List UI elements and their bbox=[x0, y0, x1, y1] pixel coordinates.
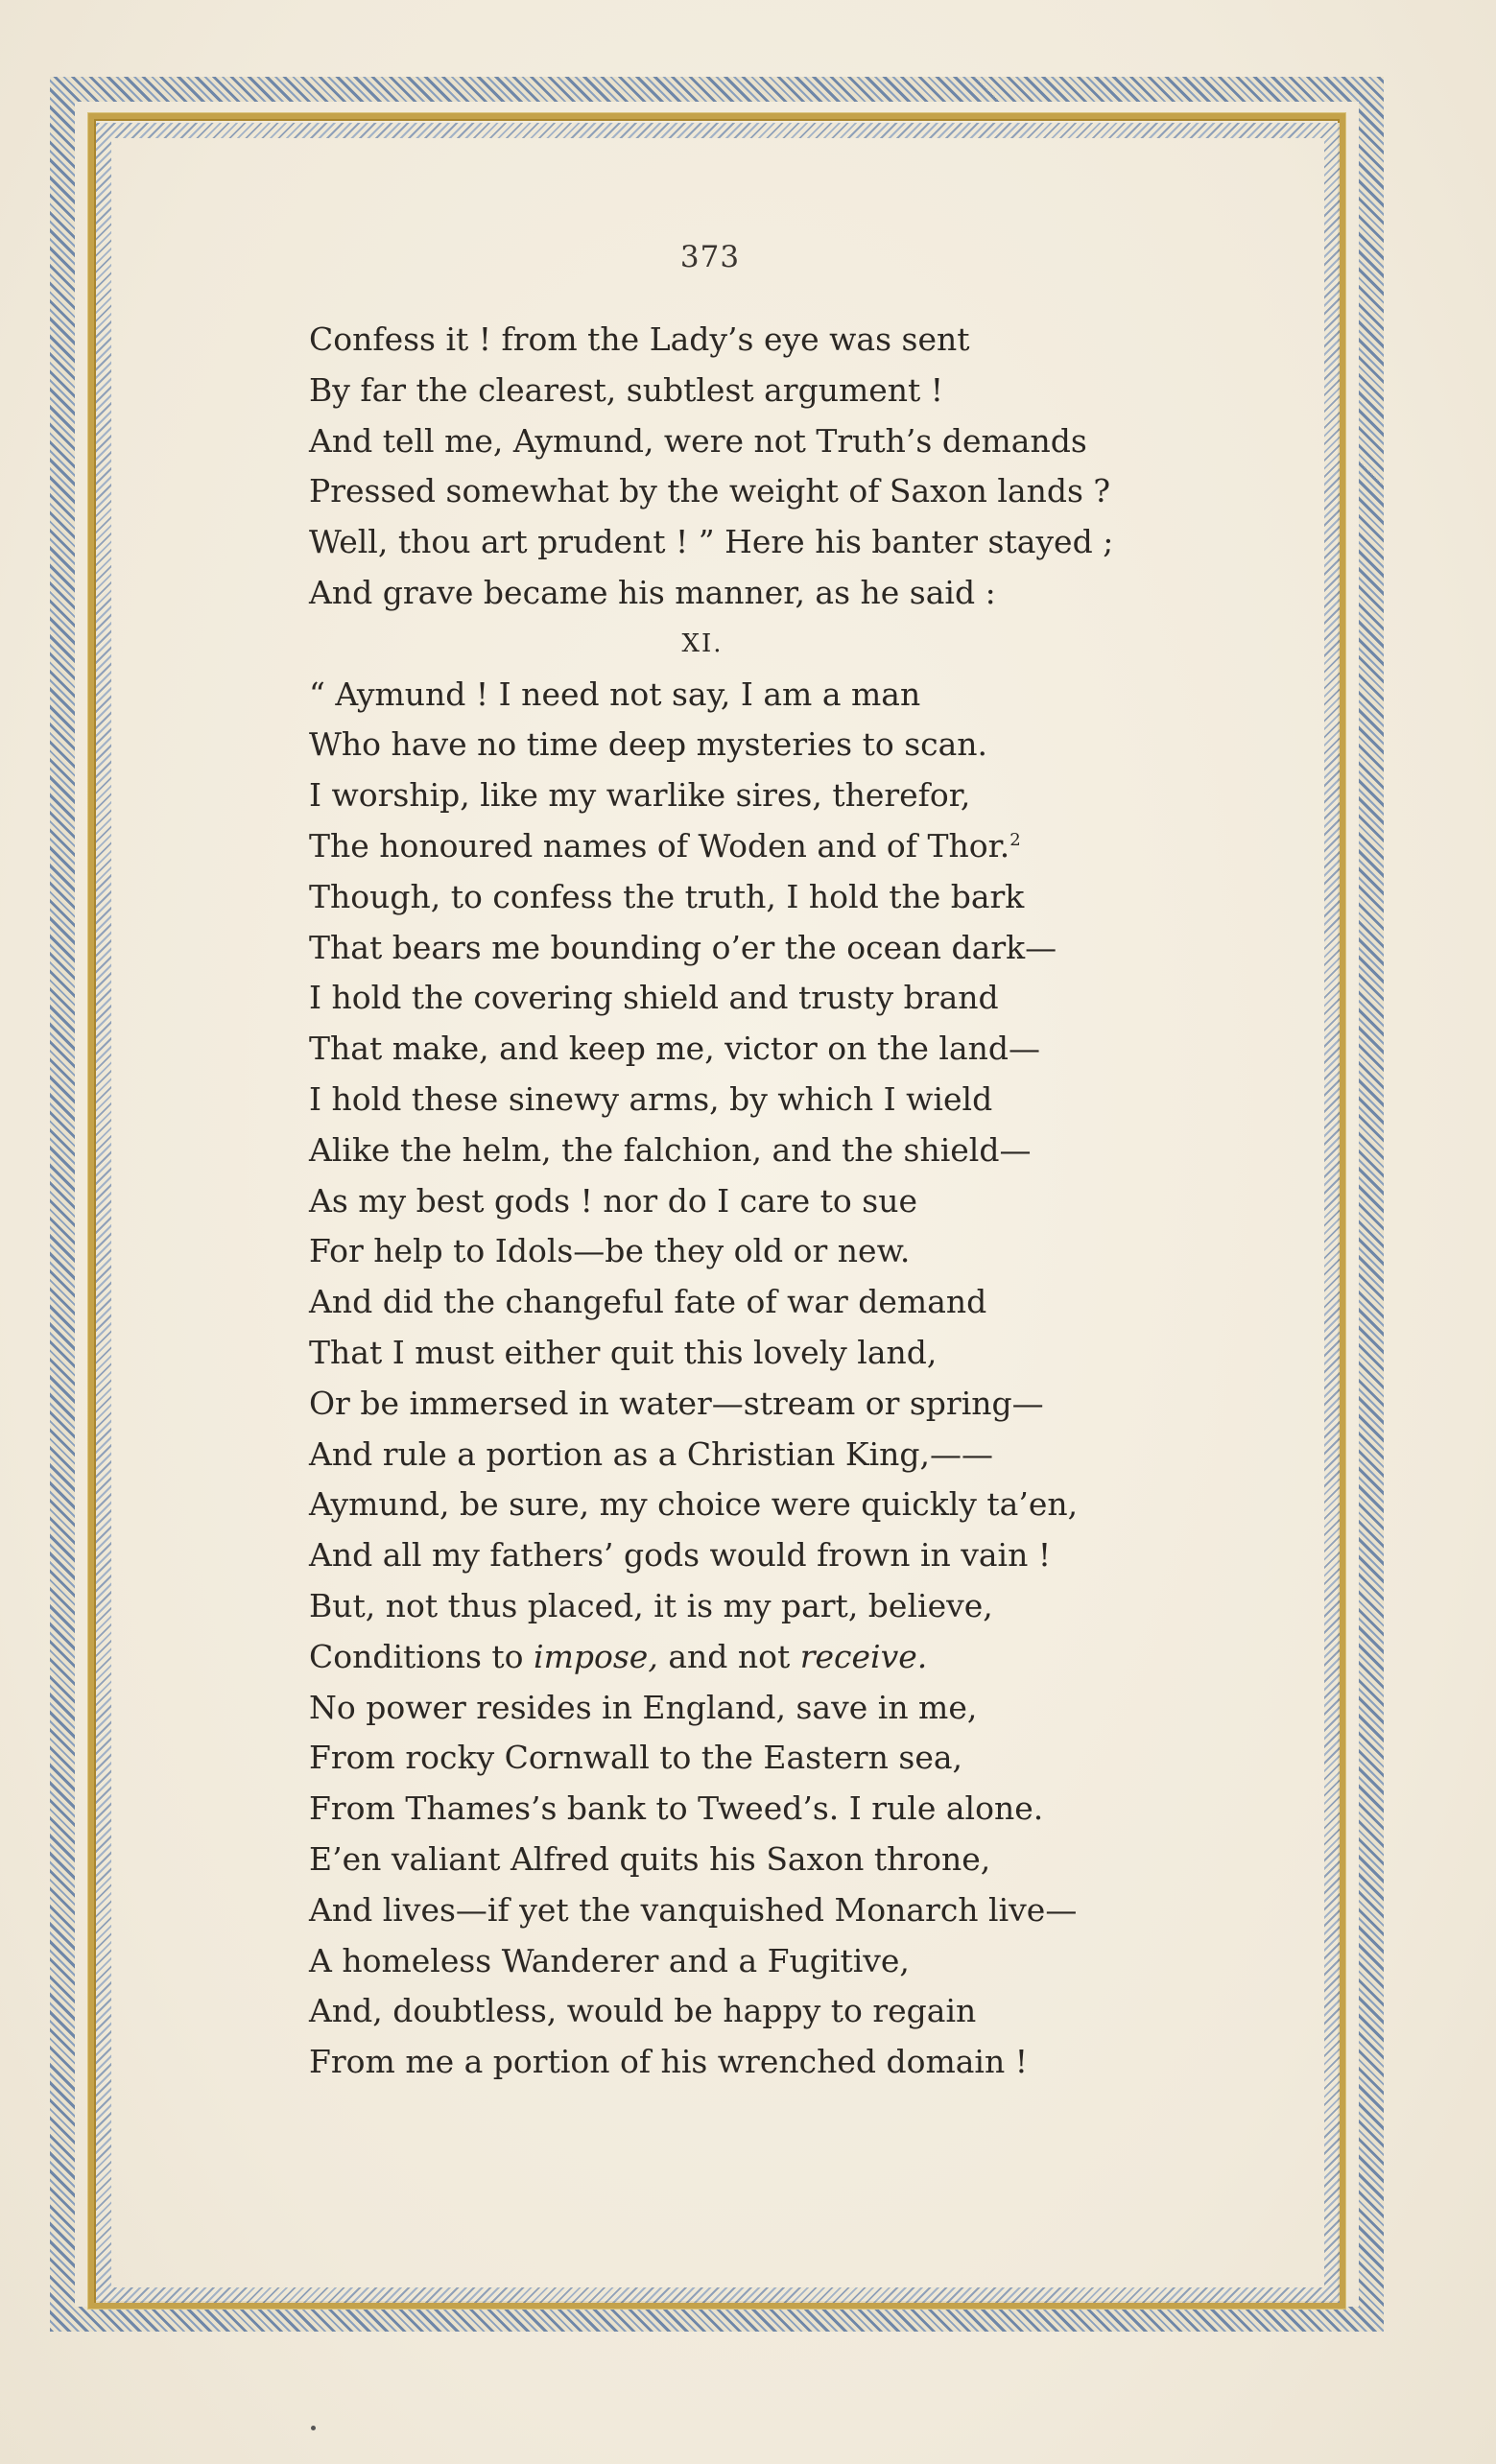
verse-line: That bears me bounding o’er the ocean dark— bbox=[309, 928, 1057, 966]
verse-line: “ Aymund ! I need not say, I am a man bbox=[309, 675, 921, 713]
verse-line: Aymund, be sure, my choice were quickly ta’en, bbox=[309, 1485, 1079, 1524]
page-number: 373 bbox=[679, 240, 741, 274]
verse-line: Who have no time deep mysteries to scan. bbox=[309, 725, 988, 764]
verse-line: And lives—if yet the vanquished Monarch live— bbox=[309, 1890, 1078, 1929]
verse-line: I hold these sinewy arms, by which I wield bbox=[309, 1079, 993, 1118]
verse-line: That make, and keep me, victor on the land— bbox=[309, 1030, 1040, 1068]
verse-line: And grave became his manner, as he said : bbox=[309, 573, 996, 611]
section-heading: XI. bbox=[681, 628, 724, 658]
verse-line: For help to Idols—be they old or new. bbox=[309, 1232, 911, 1270]
verse-line: And all my fathers’ gods would frown in vain ! bbox=[309, 1536, 1052, 1575]
verse-text: and not bbox=[657, 1637, 800, 1675]
verse-line: I hold the covering shield and trusty brand bbox=[309, 979, 999, 1017]
verse-line: As my best gods ! nor do I care to sue bbox=[309, 1181, 917, 1220]
verse-line: And rule a portion as a Christian King,—— bbox=[309, 1434, 993, 1473]
verse-line: Pressed somewhat by the weight of Saxon lands ? bbox=[309, 472, 1111, 510]
verse-line: E’en valiant Alfred quits his Saxon throne, bbox=[309, 1839, 991, 1878]
italic-word-impose: impose, bbox=[534, 1637, 658, 1675]
italic-word-receive: receive. bbox=[799, 1637, 928, 1675]
verse-line: A homeless Wanderer and a Fugitive, bbox=[309, 1941, 910, 1979]
verse-line: From rocky Cornwall to the Eastern sea, bbox=[309, 1739, 963, 1777]
verse-line-with-italics bbox=[309, 1632, 1173, 1683]
ink-speck bbox=[311, 2426, 316, 2430]
verse-line: Well, thou art prudent ! ” Here his banter stayed ; bbox=[309, 523, 1114, 561]
verse-line-with-footnote bbox=[309, 821, 1173, 872]
verse-line: Or be immersed in water—stream or spring— bbox=[309, 1384, 1044, 1422]
verse-line: Alike the helm, the falchion, and the shield— bbox=[309, 1130, 1032, 1169]
verse-line: From Thames’s bank to Tweed’s. I rule alone. bbox=[309, 1789, 1044, 1828]
verse-line: Though, to confess the truth, I hold the bark bbox=[309, 877, 1025, 915]
verse-line: And did the changeful fate of war demand bbox=[309, 1283, 987, 1321]
verse-block bbox=[309, 315, 1173, 2088]
verse-line: From me a portion of his wrenched domain ! bbox=[309, 2043, 1028, 2081]
verse-line: That I must either quit this lovely land, bbox=[309, 1333, 938, 1371]
verse-text: Conditions to bbox=[309, 1637, 534, 1675]
verse-line: And tell me, Aymund, were not Truth’s demands bbox=[309, 421, 1087, 460]
verse-line: And, doubtless, would be happy to regain bbox=[309, 1992, 977, 2030]
verse-text: The honoured names of Woden and of Thor. bbox=[309, 826, 1010, 865]
verse-line: By far the clearest, subtlest argument ! bbox=[309, 370, 944, 409]
footnote-marker: 2 bbox=[1009, 829, 1021, 850]
verse-line: I worship, like my warlike sires, therefor, bbox=[309, 776, 971, 815]
verse-line: No power resides in England, save in me, bbox=[309, 1688, 978, 1726]
verse-line: But, not thus placed, it is my part, believe, bbox=[309, 1586, 993, 1624]
verse-line: Confess it ! from the Lady’s eye was sent bbox=[309, 320, 970, 358]
